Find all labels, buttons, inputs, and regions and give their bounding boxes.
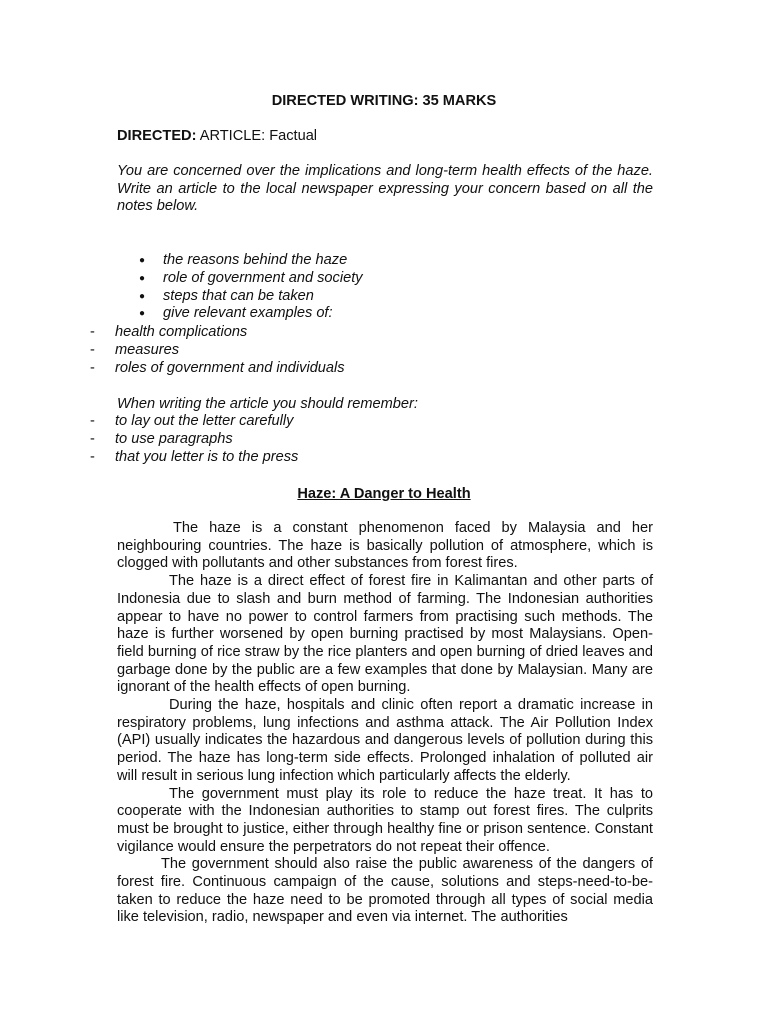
- dash-marker: -: [90, 324, 95, 340]
- directed-value: ARTICLE: Factual: [196, 128, 318, 144]
- directed-label: DIRECTED:: [117, 128, 197, 144]
- examples-dash-list: [90, 324, 345, 377]
- dash-marker: -: [90, 413, 95, 429]
- bullet-icon: ●: [139, 272, 146, 284]
- list-item: - that you letter is to the press: [90, 448, 299, 465]
- essay-paragraph: The government must play its role to reduce the haze treat. It has to cooperate with the Indonesian authorities to stamp out forest fires. The culprits must be brought to justice, either through healthy fine or prison sentence. Constant vigilance would ensure the perpetrators do not repeat their offence.: [117, 785, 653, 855]
- remember-intro: When writing the article you should remember:: [117, 396, 418, 412]
- dash-marker: -: [90, 448, 95, 465]
- essay-title: Haze: A Danger to Health: [297, 486, 471, 502]
- task-prompt: You are concerned over the implications and long-term health effects of the haze. Write an article to the local newspaper expressing your concern based on all the notes below.: [117, 163, 653, 215]
- essay-body: [117, 520, 653, 927]
- list-item: ● the reasons behind the haze: [139, 252, 348, 268]
- dash-marker: -: [90, 341, 95, 358]
- dash-marker: -: [90, 430, 95, 447]
- essay-paragraph: The government should also raise the public awareness of the dangers of forest fire. Continuous campaign of the cause, solutions and steps-need-to-be-taken to reduce the haze need to be promoted through all types of social media like television, radio, newspaper and even via internet. The authorities: [117, 856, 653, 926]
- list-item: ● steps that can be taken: [139, 287, 314, 304]
- list-item: - health complications: [90, 324, 248, 340]
- list-item: - measures: [90, 341, 180, 358]
- list-item: - roles of government and individuals: [90, 359, 345, 376]
- list-item: ● give relevant examples of:: [139, 305, 333, 322]
- bullet-icon: ●: [139, 308, 146, 320]
- essay-paragraph: The haze is a direct effect of forest fire in Kalimantan and other parts of Indonesia due to slash and burn method of farming. The Indonesian authorities appear to have no power to control farmers from practising such methods. The haze is further worsened by open burning practised by most Malaysians. Open-field burning of rice straw by the rice planters and open burning of dried leaves and garbage done by the public are a few examples that done by Malaysian. Many are ignorant of the health effects of open burning.: [117, 573, 653, 696]
- essay-paragraph: During the haze, hospitals and clinic often report a dramatic increase in respiratory problems, lung infections and asthma attack. The Air Pollution Index (API) usually indicates the hazardous and dangerous levels of pollution during this period. The haze has long-term side effects. Prolonged inhalation of polluted air will result in serious lung infection which particularly affects the elderly.: [117, 697, 653, 784]
- notes-bullet-list: [117, 252, 363, 323]
- list-item: ● role of government and society: [139, 269, 363, 286]
- directed-line: [117, 128, 317, 144]
- remember-dash-list: [90, 413, 298, 466]
- dash-marker: -: [90, 359, 95, 376]
- list-item: - to use paragraphs: [90, 430, 233, 447]
- page-title: DIRECTED WRITING: 35 MARKS: [271, 93, 497, 109]
- essay-paragraph: The haze is a constant phenomenon faced by Malaysia and her neighbouring countries. The haze is basically pollution of atmosphere, which is clogged with pollutants and other substances from forest fires.: [117, 520, 653, 572]
- bullet-icon: ●: [139, 255, 146, 266]
- list-item: - to lay out the letter carefully: [90, 413, 294, 429]
- bullet-icon: ●: [139, 290, 146, 302]
